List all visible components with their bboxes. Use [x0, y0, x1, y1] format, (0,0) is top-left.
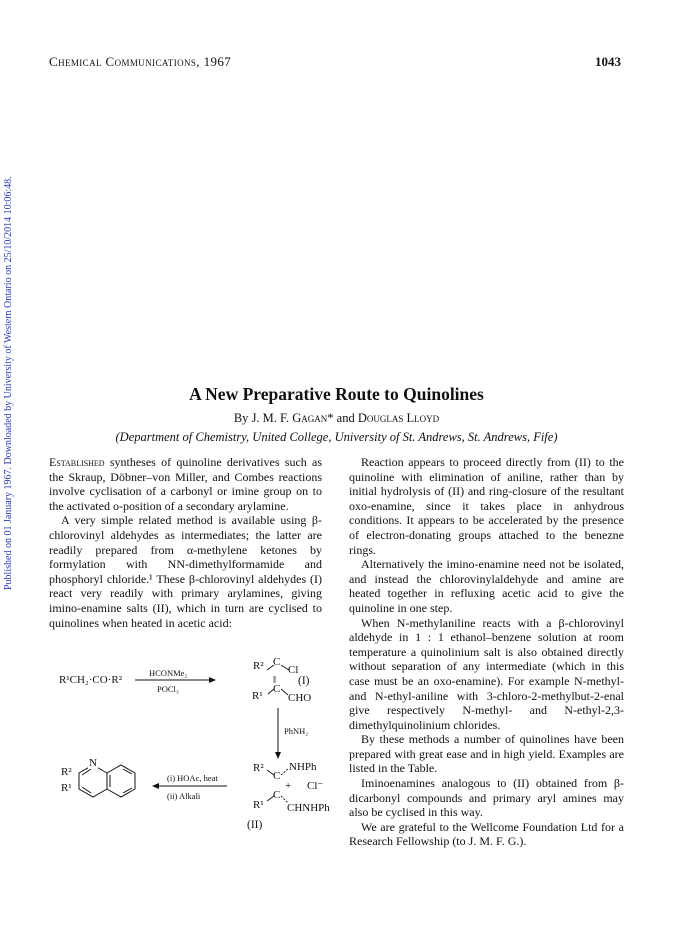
quinoline-n: N: [89, 757, 97, 769]
arrow-head: [152, 783, 159, 789]
right-column: [349, 455, 624, 849]
cpd2-chloride: Cl⁻: [307, 780, 324, 792]
paragraph: [49, 455, 322, 513]
cpd1-r1: R¹: [252, 690, 263, 702]
paragraph: Alternatively the imino-enamine need not be isolated, and instead the chlorovinylaldehyde and amine are heated together in refluxing acetic acid to give the quinoline in one step.: [349, 557, 624, 615]
and-word: and: [336, 411, 355, 425]
scheme-drawing: [49, 662, 324, 832]
paragraph: Iminoenamines analogous to (II) obtained from β-dicarbonyl compounds and primary aryl amines may also be cyclised in this way.: [349, 776, 624, 820]
cpd1-r2: R²: [253, 660, 264, 672]
bond: [281, 768, 289, 775]
lead-word: Established: [49, 455, 105, 469]
author-lloyd: Douglas Lloyd: [357, 411, 440, 425]
cpd2-nhph: NHPh: [289, 761, 317, 773]
paragraph: When N-methylaniline reacts with a β-chlorovinyl aldehyde in 1 : 1 ethanol–benzene solution at room temperature a quinolinium salt is also obtained directly without separation of any intermediate (which in this case must be an oxo-enamine). For example N-methyl- and N-ethyl-aniline with 3-chloro-2-methylbut-2-enal give respectively N-methyl- and N-ethyl-2,3-dimethylquinolinium chlorides.: [349, 615, 624, 732]
provenance-sidebar: [2, 150, 16, 590]
cpd2-plus: +: [285, 780, 292, 792]
paragraph: Reaction appears to proceed directly from (II) to the quinoline with elimination of aniline, rather than by initial hydrolysis of (II) and ring-closure of the resultant oxo-enamine, since it takes place in anhydrous conditions. It appears to be accelerated by the presence of electron-donating groups attached to the benezne rings.: [349, 455, 624, 557]
reagent-alkali: (ii) Alkali: [167, 791, 201, 801]
cpd1-label: (I): [298, 675, 310, 687]
ketone-formula: R¹CH₂·CO·R²: [59, 674, 122, 686]
reaction-scheme: [49, 656, 330, 832]
quinoline-rings: [79, 765, 135, 797]
cpd2-chnhph: CHNHPh: [287, 802, 330, 814]
by-word: By: [233, 411, 249, 425]
cpd2-c-top: C: [273, 770, 281, 782]
journal-header: Chemical Communications, 1967: [49, 54, 232, 69]
cpd2-r1: R¹: [253, 799, 264, 811]
arrow-head: [275, 752, 281, 759]
page-number: 1043: [595, 54, 621, 69]
quinoline-r2: R²: [61, 766, 72, 778]
reagent-pocl3: POCl₃: [157, 684, 179, 694]
paragraph-text: syntheses of quinoline derivatives such as the Skraup, Döbner–von Miller, and Combes reactions involve cyclisation of a carbonyl or imine group on to the activated o-position of a secondary arylamine.: [49, 455, 323, 513]
provenance-text: Published on 01 January 1967. Downloaded by University of Western Ontario on 25/10/2014 10:06:48.: [3, 176, 14, 590]
left-column: [49, 455, 322, 630]
cpd2-c-bottom: C: [273, 789, 281, 801]
author-gagan: J. M. F. Gagan*: [251, 411, 334, 425]
arrow-head: [209, 677, 216, 683]
cpd1-cho: CHO: [288, 692, 312, 704]
author-line: [0, 411, 673, 426]
cpd1-c-bottom: C: [273, 683, 281, 695]
cpd1-c-top: C: [273, 656, 281, 668]
reagent-aniline: PhNH₂: [284, 726, 309, 736]
article-title: A New Preparative Route to Quinolines: [189, 384, 484, 404]
quinoline-r1: R¹: [61, 782, 72, 794]
reagent-hoac: (i) HOAc, heat: [167, 773, 218, 783]
reagent-dmf: HCONMe₂: [149, 668, 188, 678]
cpd2-r2: R²: [253, 762, 264, 774]
cpd2-label: (II): [247, 819, 263, 831]
paragraph: A very simple related method is available using β-chlorovinyl aldehydes as intermediates; the latter are readily prepared from α-methylene ketones by formylation with NN-dimethylformamide and phosphoryl chloride.¹ These β-chlorovinyl aldehydes (I) react very readily with primary arylamines, giving imino-enamine salts (II), which in turn are cyclised to quinolines when heated in acetic acid:: [49, 513, 322, 630]
bond: [281, 689, 288, 695]
paragraph: By these methods a number of quinolines have been prepared with great ease and in high yield. Examples are listed in the Table.: [349, 732, 624, 776]
cpd1-double-bond: ‖: [273, 674, 277, 686]
affiliation: (Department of Chemistry, United College, University of St. Andrews, St. Andrews, Fife): [115, 430, 558, 444]
paragraph: We are grateful to the Wellcome Foundation Ltd for a Research Fellowship (to J. M. F. G.).: [349, 819, 624, 849]
cpd1-cl: Cl: [288, 664, 299, 676]
